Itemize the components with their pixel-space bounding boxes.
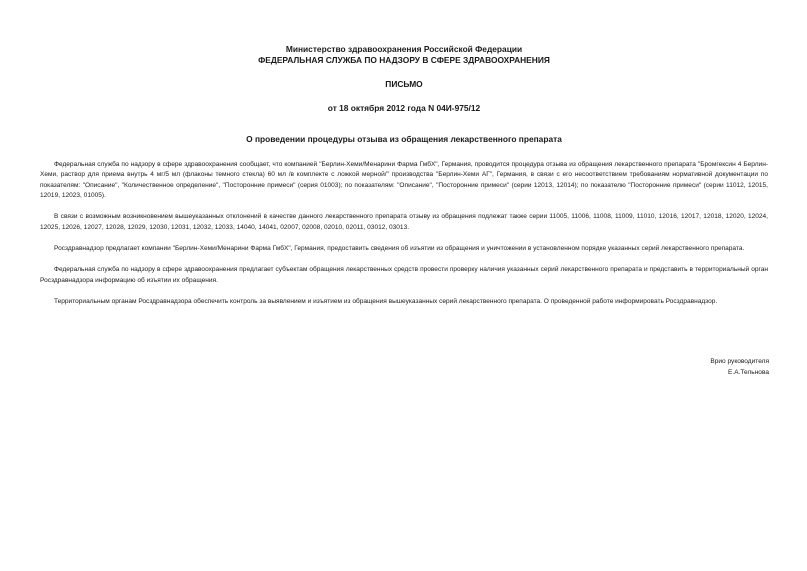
document-date-number: от 18 октября 2012 года N 04И-975/12 xyxy=(327,102,481,113)
document-body xyxy=(40,160,768,308)
letterhead xyxy=(40,44,768,65)
paragraph-territorial-control: Территориальным органам Росздравнадзора обеспечить контроль за выявлением и изъятием из обращения вышеуказанных серий лекарственного препарата. О проведенной работе информировать Росздравнадзор. xyxy=(54,298,718,306)
signature-block xyxy=(710,357,769,378)
signatory-position: Врио руководителя xyxy=(710,358,769,365)
service-name: ФЕДЕРАЛЬНАЯ СЛУЖБА ПО НАДЗОРУ В СФЕРЕ ЗДРАВООХРАНЕНИЯ xyxy=(258,54,550,65)
document-page xyxy=(40,44,768,318)
paragraph-subjects-check: Федеральная служба по надзору в сфере здравоохранения предлагает субъектам обращения лекарственных средств провести проверку наличия указанных серий лекарственного препарата и представить в территориальный орган Росздравнадзора информацию об изъятии их обращения. xyxy=(40,266,768,285)
ministry-name: Министерство здравоохранения Российской Федерации xyxy=(285,44,523,54)
paragraph-recall-notice: Федеральная служба по надзору в сфере здравоохранения сообщает, что компанией "Берлин-Хеми/Менарини Фарма ГмбХ", Германия, проводится процедура отзыва из обращения лекарственного препарата "Бромгексин 4 Берлин-Хеми, раствор для приема внутрь 4 мг/5 мл (флаконы темного стекла) 60 мл /в комплекте с ложкой мерной/" производства "Берлин-Хеми АГ", Германия, в связи с его несоответствием требованиям нормативной документации по показателям: "Описание", "Количественное определение", "Посторонние примеси" (серия 01003); по показателям: "Описание", "Посторонние примеси" (серии 12013, 12014); по показателю "Посторонние примеси" (серии 11012, 12015, 12019, 12023, 01005). xyxy=(40,160,768,200)
paragraph-additional-series: В связи с возможным возникновением вышеуказанных отклонений в качестве данного лекарственного препарата отзыву из обращения подлежат также серии 11005, 11006, 11008, 11009, 11010, 12016, 12017, 12018, 12020, 12024, 12025, 12026, 12027, 12028, 12029, 12030, 12031, 12032, 12033, 14040, 14041, 02007, 02008, 02010, 02011, 03012, 03013. xyxy=(40,213,768,232)
document-subject: О проведении процедуры отзыва из обращения лекарственного препарата xyxy=(246,134,562,144)
paragraph-company-request: Росздравнадзор предлагает компании "Берлин-Хеми/Менарини Фарма ГмбХ", Германия, предоставить сведения об изъятии из обращения и уничтожении в установленном порядке указанных серий лекарственного препарата. xyxy=(54,245,745,253)
signatory-name: Е.А.Тельнова xyxy=(728,368,769,376)
document-type: ПИСЬМО xyxy=(385,79,423,89)
